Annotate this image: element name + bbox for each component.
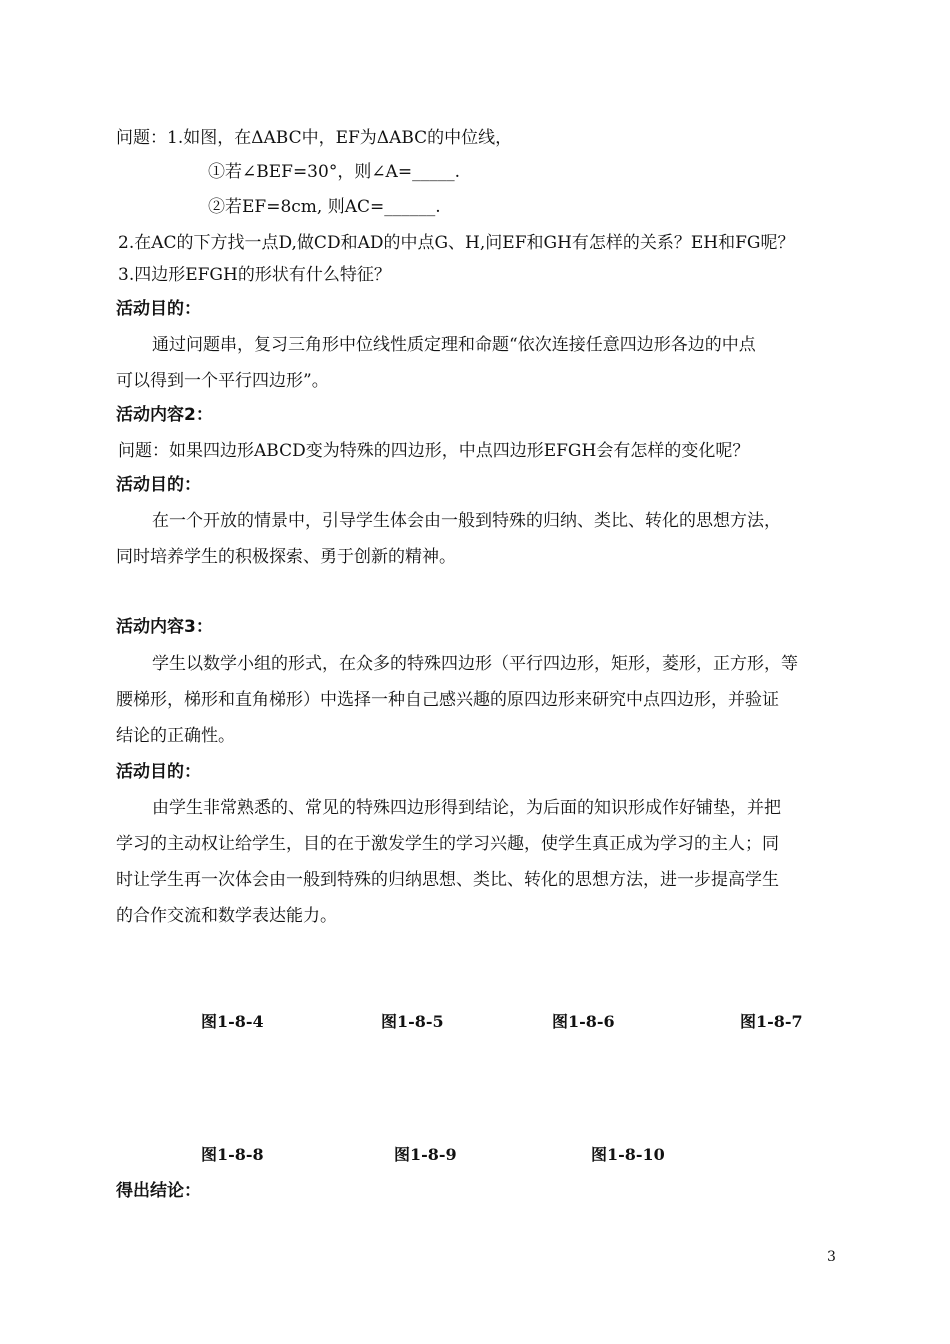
section3-content-line: 腰梯形，梯形和直角梯形）中选择一种自己感兴趣的原四边形来研究中点四边形，并验证 — [116, 690, 779, 710]
page-number: 3 — [827, 1249, 836, 1265]
figure-caption: 图1-8-10 — [591, 1145, 665, 1164]
section3-purpose-line: 时让学生再一次体会由一般到特殊的归纳思想、类比、转化的思想方法，进一步提高学生 — [116, 870, 779, 890]
section2-purpose-line: 同时培养学生的积极探索、勇于创新的精神。 — [116, 547, 456, 567]
conclusion-title: 得出结论： — [116, 1181, 201, 1201]
figure-caption: 图1-8-6 — [552, 1012, 615, 1031]
figure-caption: 图1-8-9 — [394, 1145, 457, 1164]
section1-purpose-line: 可以得到一个平行四边形”。 — [116, 371, 329, 391]
section3-content-line: 学生以数学小组的形式，在众多的特殊四边形（平行四边形，矩形，菱形，正方形，等 — [152, 654, 798, 674]
section3-purpose-title: 活动目的： — [116, 762, 201, 782]
problem-line-1: 问题：1.如图，在ΔABC中，EF为ΔABC的中位线， — [116, 128, 513, 148]
section3-content-line: 结论的正确性。 — [116, 726, 235, 746]
figure-caption: 图1-8-8 — [201, 1145, 264, 1164]
section2-purpose-title: 活动目的： — [116, 475, 201, 495]
problem-line-2: 2.在AC的下方找一点D,做CD和AD的中点G、H,问EF和GH有怎样的关系？EH和FG呢？ — [118, 233, 795, 253]
problem-sub-2: ②若EF=8cm, 则AC=______. — [208, 197, 441, 217]
section2-title: 活动内容2： — [116, 405, 213, 425]
figure-caption: 图1-8-7 — [740, 1012, 803, 1031]
section3-purpose-line: 学习的主动权让给学生，目的在于激发学生的学习兴趣，使学生真正成为学习的主人；同 — [116, 834, 779, 854]
figure-caption: 图1-8-5 — [381, 1012, 444, 1031]
section3-purpose-line: 由学生非常熟悉的、常见的特殊四边形得到结论，为后面的知识形成作好铺垫，并把 — [152, 798, 781, 818]
section3-title: 活动内容3： — [116, 617, 213, 637]
section1-purpose-line: 通过问题串，复习三角形中位线性质定理和命题“依次连接任意四边形各边的中点 — [152, 335, 756, 355]
section2-purpose-line: 在一个开放的情景中，引导学生体会由一般到特殊的归纳、类比、转化的思想方法， — [152, 511, 781, 531]
problem-line-3: 3.四边形EFGH的形状有什么特征？ — [118, 265, 391, 285]
figure-caption: 图1-8-4 — [201, 1012, 264, 1031]
section3-purpose-line: 的合作交流和数学表达能力。 — [116, 906, 337, 926]
section1-purpose-title: 活动目的： — [116, 299, 201, 319]
problem-sub-1: ①若∠BEF=30°，则∠A=_____. — [208, 162, 460, 182]
section2-question: 问题：如果四边形ABCD变为特殊的四边形，中点四边形EFGH会有怎样的变化呢？ — [118, 441, 750, 461]
